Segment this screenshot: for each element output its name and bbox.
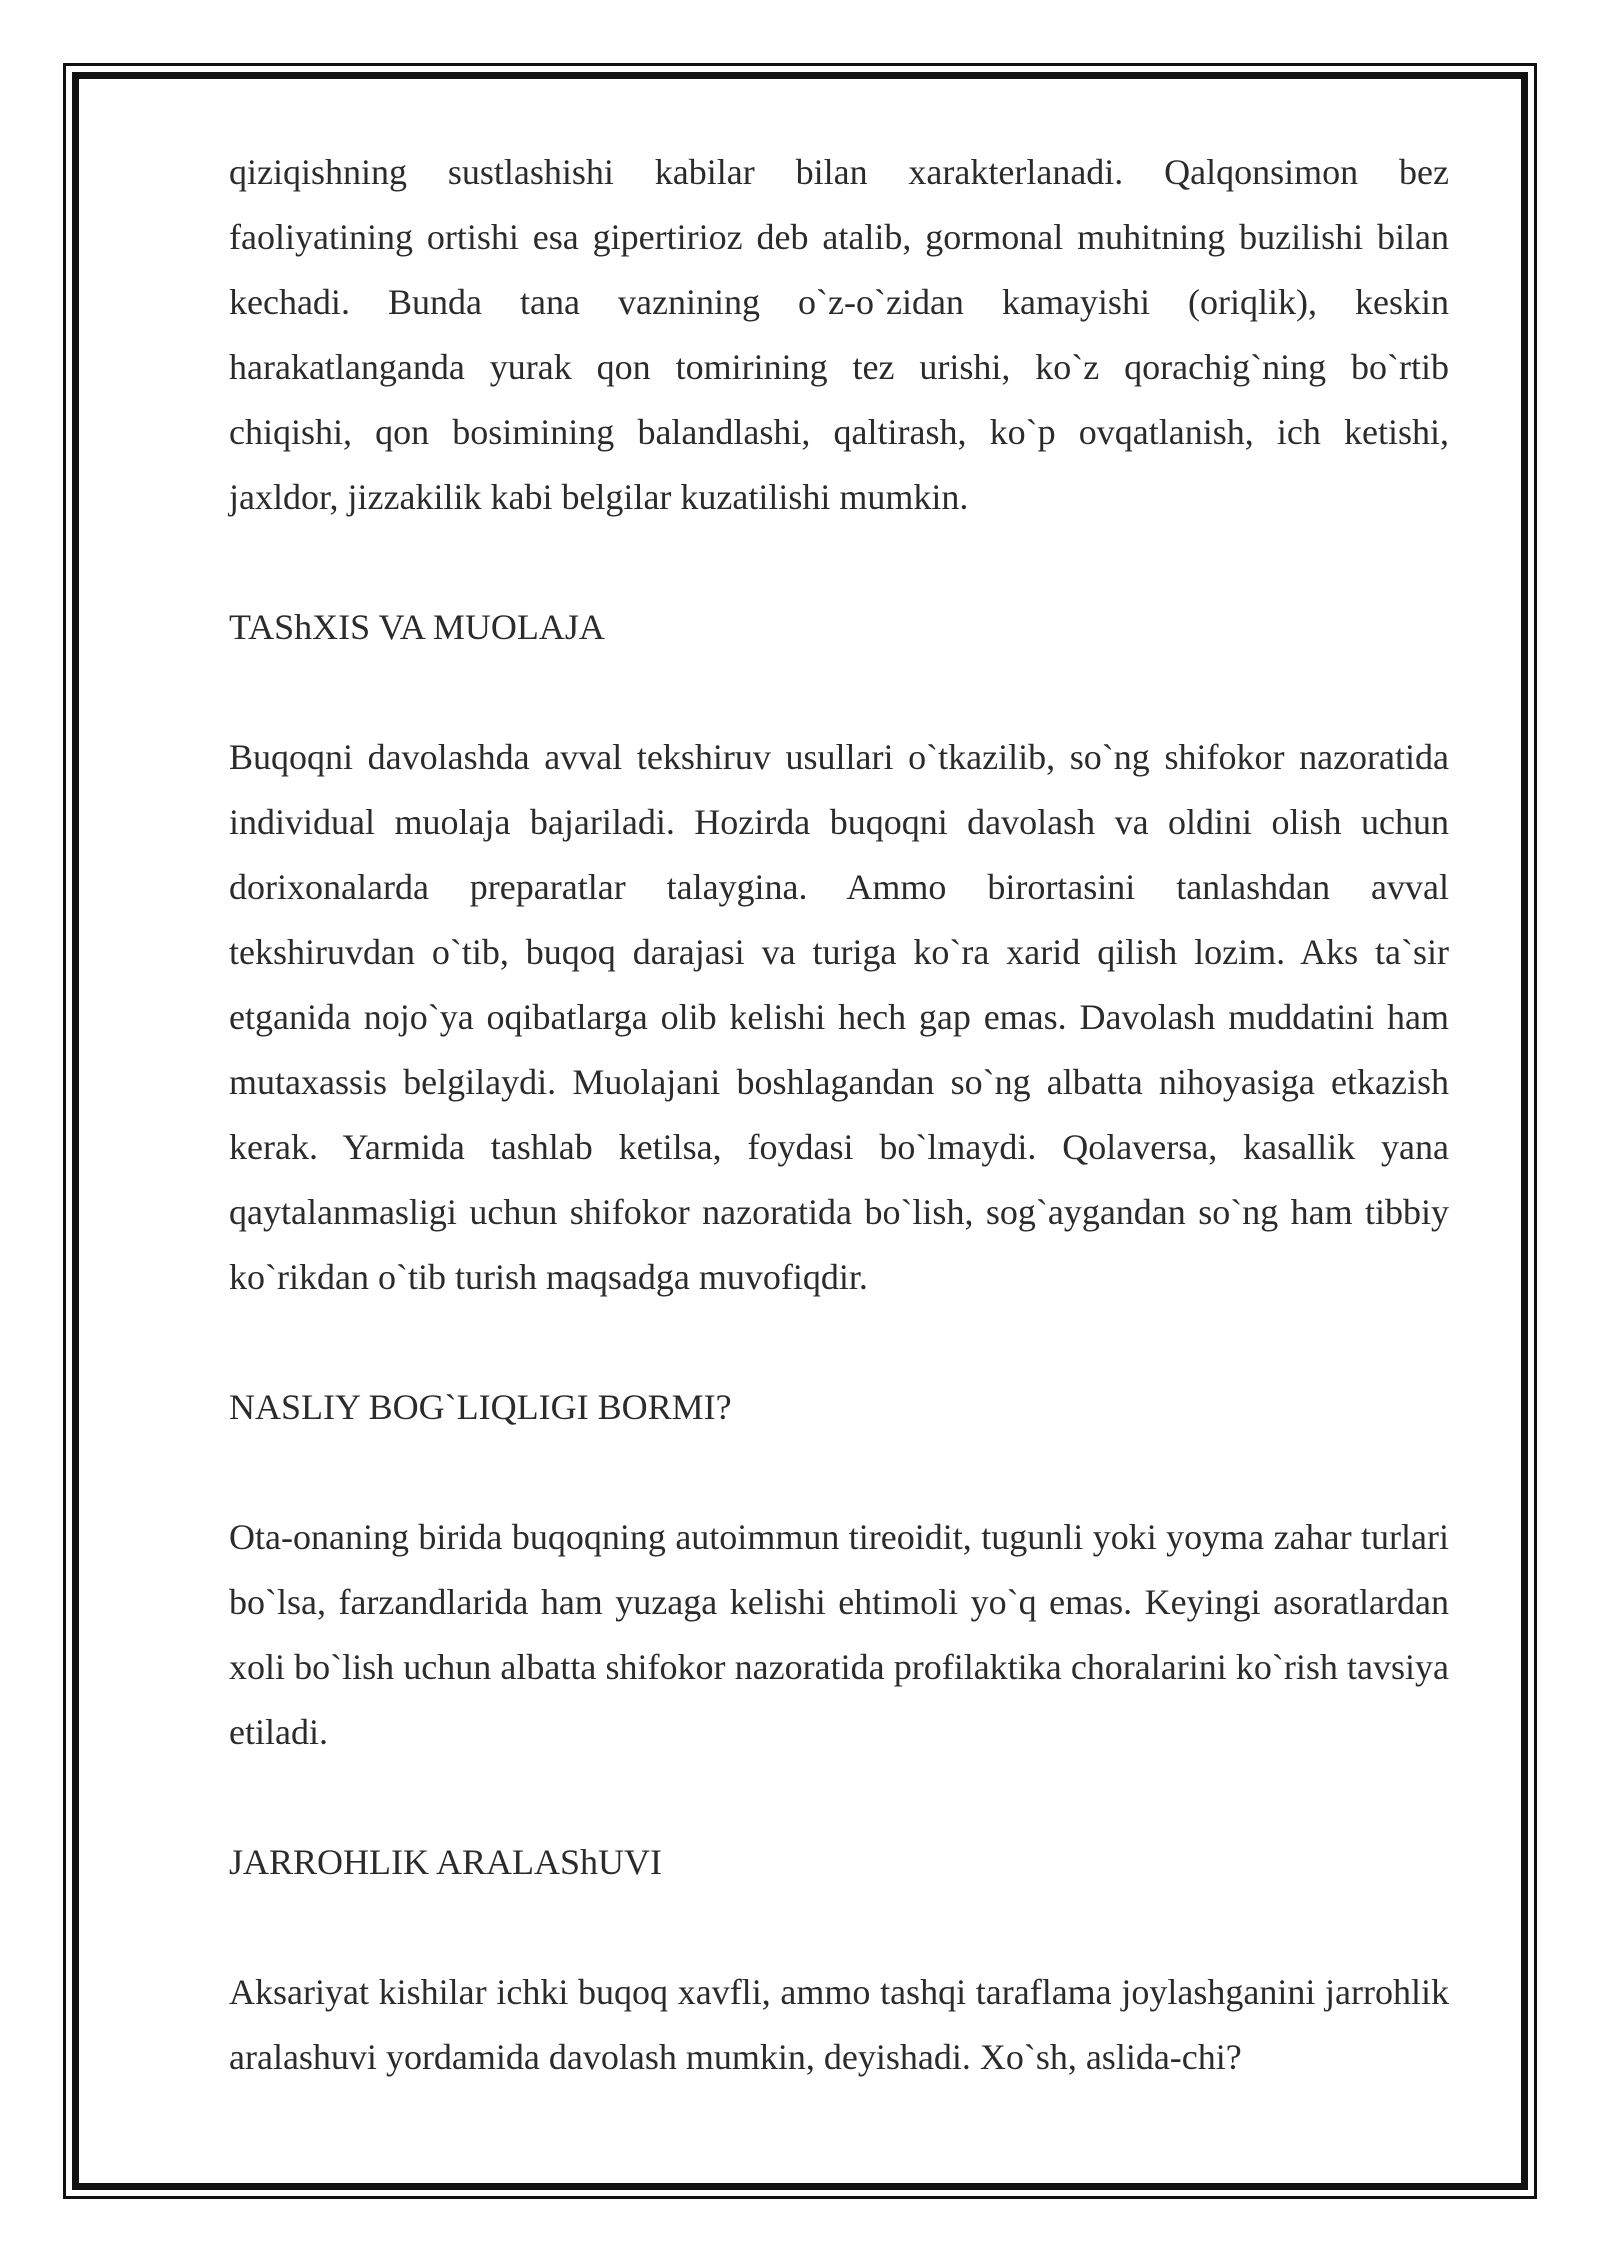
spacer: [229, 1895, 1449, 1960]
document-body: [229, 140, 1449, 2090]
paragraph-2: Buqoqni davolashda avval tekshiruv usullari o`tkazilib, so`ng shifokor nazoratida individual muolaja bajariladi. Hozirda buqoqni davolash va oldini olish uchun dorixonalarda preparatlar talaygina. Ammo birortasini tanlashdan avval tekshiruvdan o`tib, buqoq darajasi va turiga ko`ra xarid qilish lozim. Aks ta`sir etganida nojo`ya oqibatlarga olib kelishi hech gap emas. Davolash muddatini ham mutaxassis belgilaydi. Muolajani boshlagandan so`ng albatta nihoyasiga etkazish kerak. Yarmida tashlab ketilsa, foydasi bo`lmaydi. Qolaversa, kasallik yana qaytalanmasligi uchun shifokor nazoratida bo`lish, sog`aygandan so`ng ham tibbiy ko`rikdan o`tib turish maqsadga muvofiqdir.: [229, 737, 1449, 1297]
paragraph-3: Ota-onaning birida buqoqning autoimmun tireoidit, tugunli yoki yoyma zahar turlari bo`lsa, farzandlarida ham yuzaga kelishi ehtimoli yo`q emas. Keyingi asoratlardan xoli bo`lish uchun albatta shifokor nazoratida profilaktika choralarini ko`rish tavsiya etiladi.: [229, 1517, 1449, 1752]
paragraph-4: Aksariyat kishilar ichki buqoq xavfli, ammo tashqi taraflama joylashganini jarrohlik aralashuvi yordamida davolash mumkin, deyishadi. Xo`sh, aslida-chi?: [229, 1972, 1449, 2077]
spacer: [229, 660, 1449, 725]
heading-heredity: NASLIY BOG`LIQLIGI BORMI?: [229, 1387, 732, 1427]
spacer: [229, 1310, 1449, 1375]
heading-surgery: JARROHLIK ARALAShUVI: [229, 1842, 663, 1882]
spacer: [229, 1765, 1449, 1830]
spacer: [229, 530, 1449, 595]
heading-diagnosis-treatment: TAShXIS VA MUOLAJA: [229, 607, 605, 647]
paragraph-1: qiziqishning sustlashishi kabilar bilan xarakterlanadi. Qalqonsimon bez faoliyatining ortishi esa gipertirioz deb atalib, gormonal muhitning buzilishi bilan kechadi. Bunda tana vaznining o`z-o`zidan kamayishi (oriqlik), keskin harakatlanganda yurak qon tomirining tez urishi, ko`z qorachig`ning bo`rtib chiqishi, qon bosimining balandlashi, qaltirash, ko`p ovqatlanish, ich ketishi, jaxldor, jizzakilik kabi belgilar kuzatilishi mumkin.: [229, 152, 1449, 517]
spacer: [229, 1440, 1449, 1505]
